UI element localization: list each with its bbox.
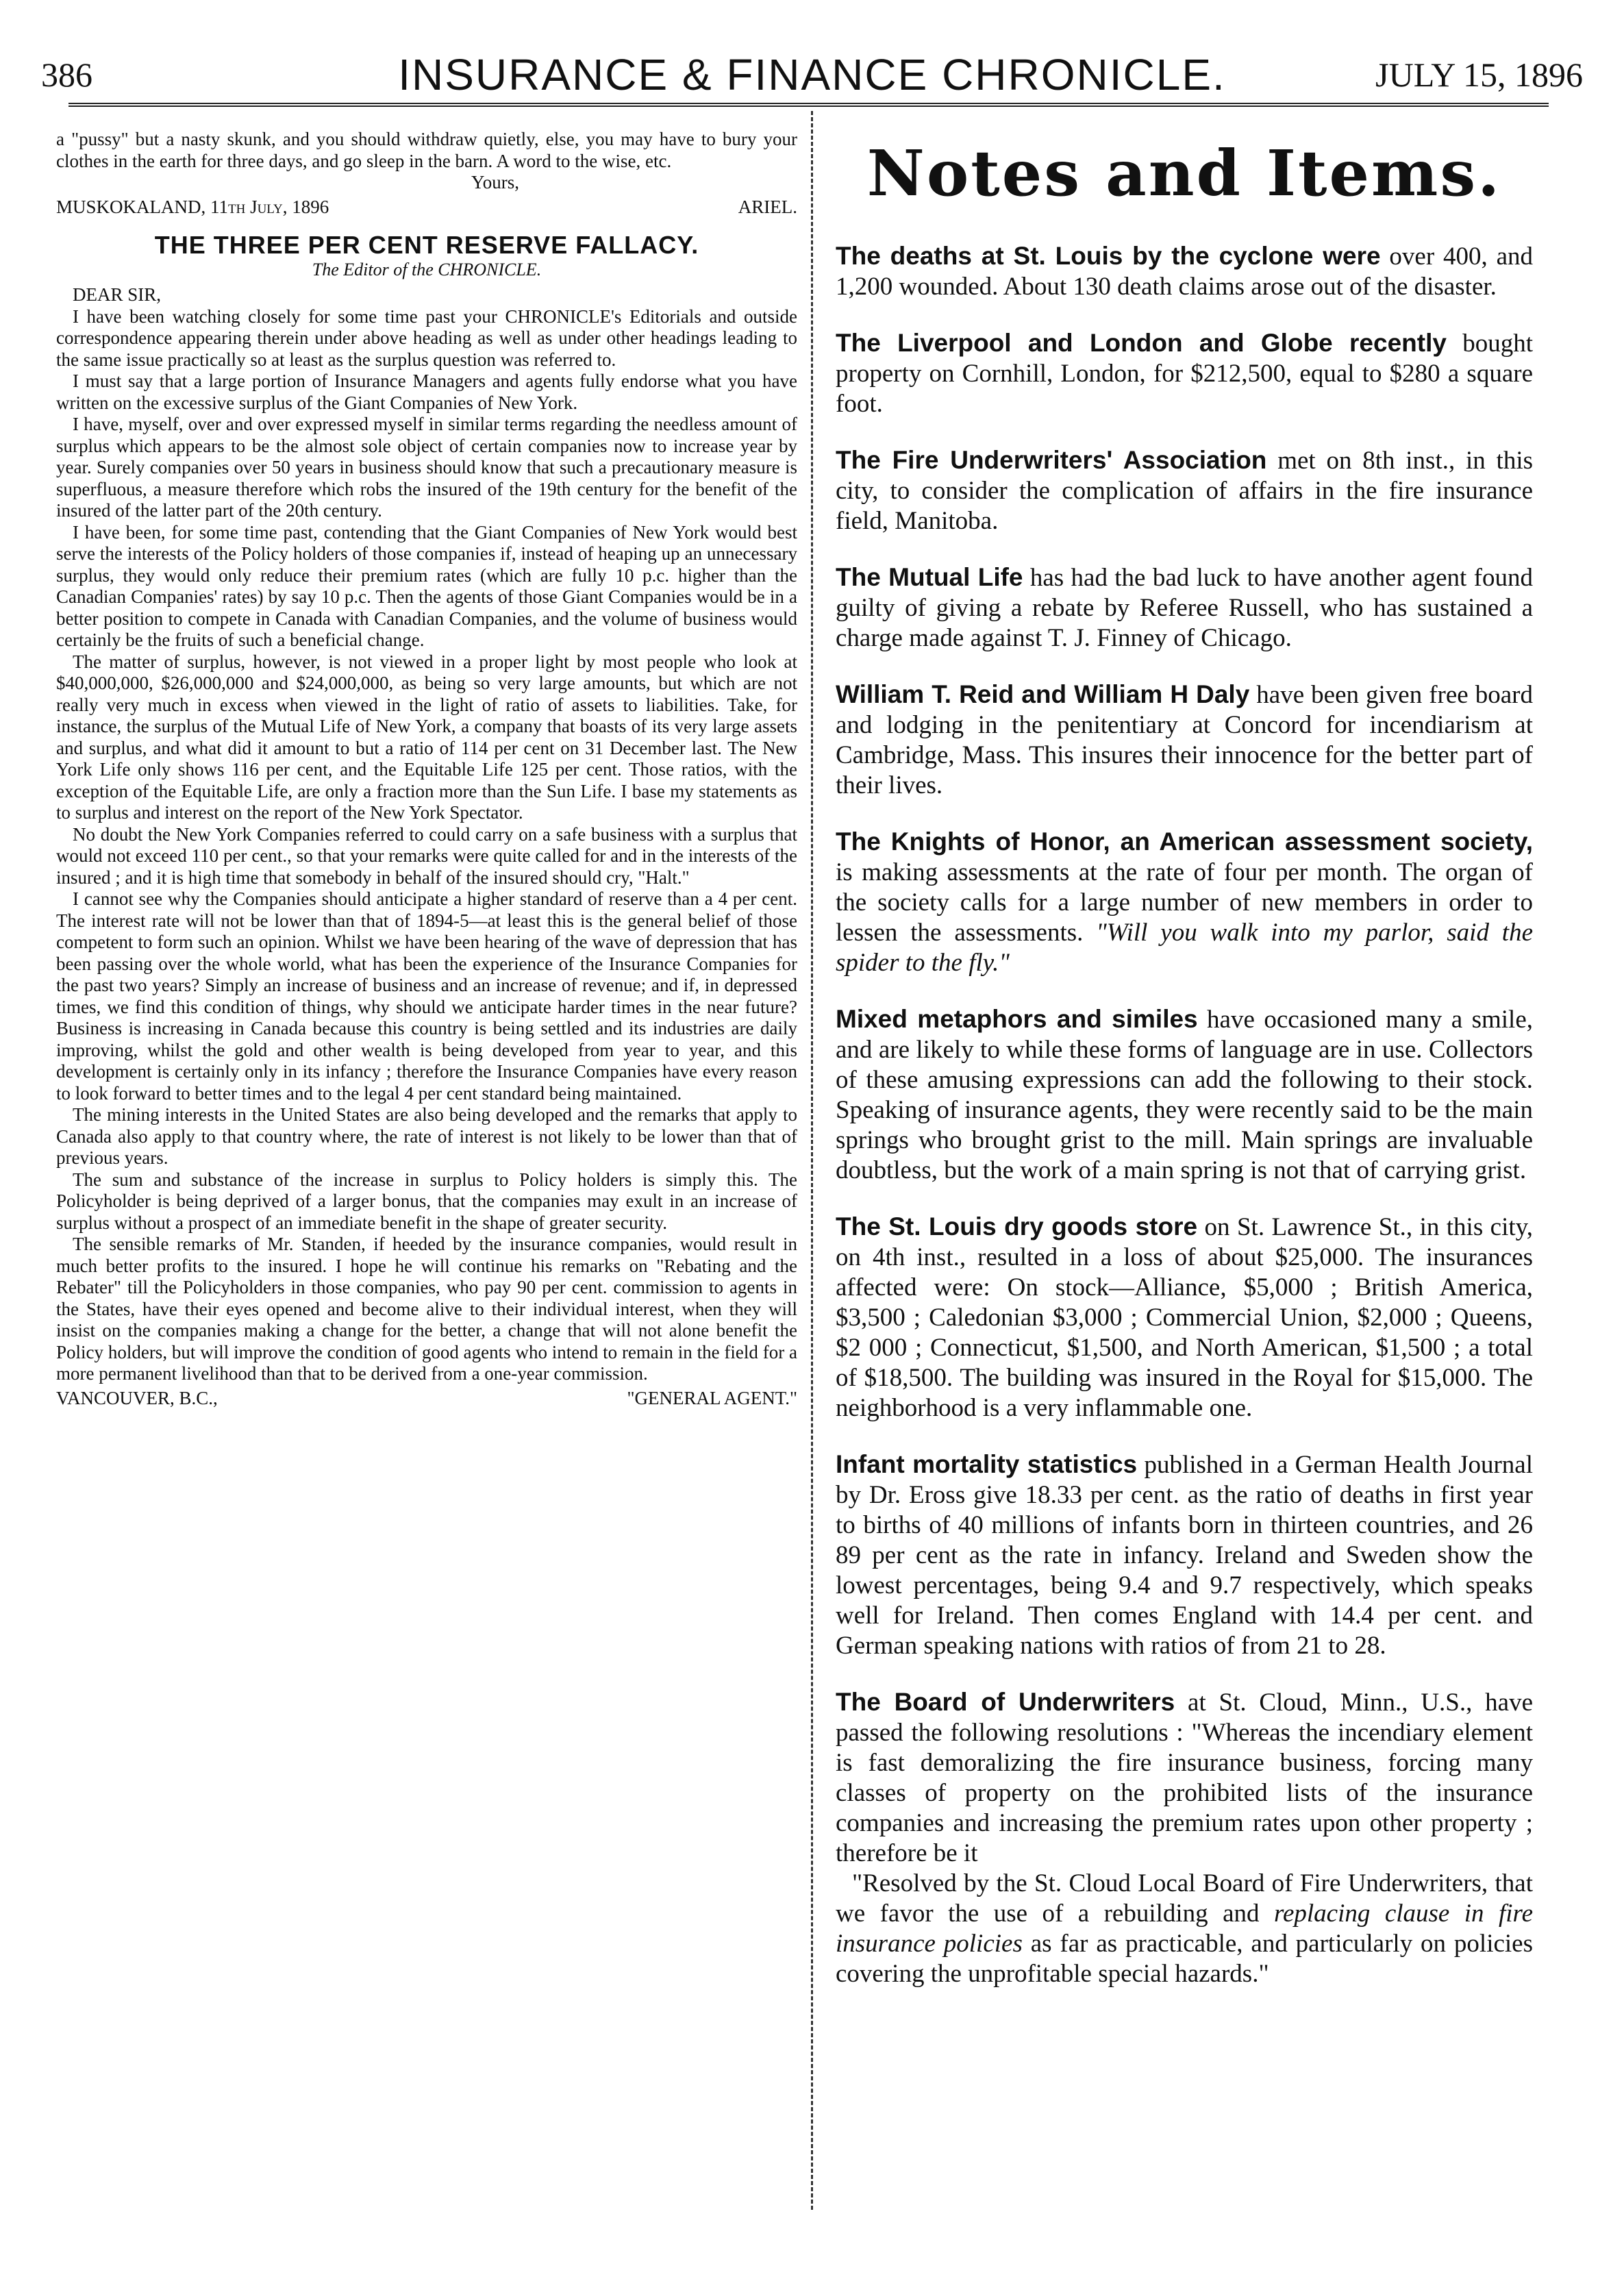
letter-signature: ARIEL. [738,196,797,217]
news-item [836,680,1533,801]
letter-place: MUSKOKALAND, 11th July, 1896 [56,196,329,217]
article-paragraph: The mining interests in the United States are also being developed and the remarks that apply to Canada also apply to that country where, the rate of interest is not likely to be lower than that of previous years. [56,1104,797,1168]
article-paragraph: I have, myself, over and over expressed myself in similar terms regarding the needless amount of surplus which appears to be the almost sole object of certain companies now to increase year by year. Surely companies over 50 years in business should know that such a precautionary measure is superfluous, a measure therefore which robs the insured of the 19th century for the benefit of the insured of the latter part of the 20th century. [56,414,797,521]
news-item [836,241,1533,302]
news-item-lead: The Liverpool and London and Globe recently [836,329,1447,357]
news-item-resolution [836,1869,1533,1989]
news-item-body: has had the bad luck to have another agent found guilty of giving a rebate by Referee Russell, who has sustained a charge made against T. J. Finney of Chicago. [836,564,1533,652]
closing-place: VANCOUVER, B.C., [56,1387,218,1408]
news-item-body: met on 8th inst., in this city, to consider the complication of affairs in the fire insurance field, Manitoba. [836,447,1533,535]
article-paragraph: I must say that a large portion of Insurance Managers and agents fully endorse what you have written on the excessive surplus of the Giant Companies of New York. [56,371,797,413]
article-paragraph: I have been, for some time past, contending that the Giant Companies of New York would best serve the interests of the Policy holders of those companies if, instead of heaping up an unnecessary surplus, they would only reduce their premium rates (which are fully 10 p.c. higher than the Canadian Companies' rates) by say 10 p.c. Then the agents of those Giant Companies would be in a better position to compete in Canada with Canadian Companies, and the volume of business would certainly be the fruits of such a beneficial change. [56,521,797,650]
publication-title: INSURANCE & FINANCE CHRONICLE. [398,50,1226,99]
section-title: Notes and Items. [866,136,1502,210]
right-column [836,129,1533,2210]
news-item-lead: The St. Louis dry goods store [836,1212,1198,1241]
news-item-body: published in a German Health Journal by Dr. Eross give 18.33 per cent. as the ratio of deaths in first year to births of 40 millions of infants born in thirteen countries, and 26 89 per cent as the rate in infancy. Ireland and Sweden show the lowest percentages, being 9.4 and 9.7 respectively, which speaks well for Ireland. Then comes England with 14.4 per cent. and German speaking nations with ratios of from 21 to 28. [836,1451,1533,1660]
letter-yours: Yours, [471,172,520,192]
news-item [836,562,1533,653]
news-item-paragraph [836,1687,1533,1869]
issue-date: JULY 15, 1896 [1375,55,1583,94]
resolution-end: as far as practicable, and particularly on policies covering the unprofitable special hazards." [836,1930,1533,1988]
header-rule [68,103,1549,107]
news-item-lead: Infant mortality statistics [836,1450,1138,1478]
column-divider [811,111,813,2210]
news-item [836,1449,1533,1661]
article-paragraph: I cannot see why the Companies should anticipate a higher standard of reserve than a 4 per cent. The interest rate will not be lower than that of 1894-5—at least this is the general belief of those competent to form such an opinion. Whilst we have been hearing of the wave of depression that has been passing over the whole world, what has been the experience of the Insurance Companies for the past two years? Simply an increase of business and an increase of revenue; and if, in depressed times, we find this condition of things, why should we anticipate harder times in the near future? Business is increasing in Canada because this country is being settled and its industries are daily improving, whilst the gold and other wealth is being developed from year to year, and this development is certainly only in its infancy ; therefore the Insurance Companies have every reason to look forward to better times and to the legal 4 per cent standard being maintained. [56,888,797,1104]
news-item [836,1212,1533,1423]
news-item-lead: William T. Reid and William H Daly [836,680,1250,708]
article-paragraph: No doubt the New York Companies referred to could carry on a safe business with a surplus that would not exceed 110 per cent., so that your remarks were quite called for and in the interests of the insured ; and it is high time that somebody in behalf of the insured should cry, "Halt." [56,823,797,888]
letter-tail: a "pussy" but a nasty skunk, and you should withdraw quietly, else, you may have to bury your clothes in the earth for three days, and go sleep in the barn. A word to the wise, etc. [56,129,797,171]
news-item [836,1687,1533,1989]
article-paragraph: The matter of surplus, however, is not viewed in a proper light by most people who look at $40,000,000, $26,000,000 and $24,000,000, as being so very large amounts, but which are not really very much in excess when viewed in the light of ratio of assets to liabilities. Take, for instance, the surplus of the Mutual Life of New York, a company that boasts of its very large assets and surplus, and what did it amount to but a ratio of 114 per cent on 31 December last. The New York Life only shows 116 per cent, and the Equitable Life 125 per cent. Those ratios, with the exception of the Equitable Life, are only a fraction more than the Sun Life. I base my statements as to surplus and interest on the report of the New York Spectator. [56,651,797,823]
news-item-quote: "Will you walk into my parlor, said the spider to the fly." [836,919,1533,977]
news-item-lead: The Board of Underwriters [836,1688,1175,1716]
article-title: THE THREE PER CENT RESERVE FALLACY. [154,231,699,259]
page-header [41,41,1583,103]
news-item-body: is making assessments at the rate of four per month. The organ of the society calls for a large number of new members in order to lessen the assessments. [836,858,1533,947]
news-item-lead: The Mutual Life [836,563,1023,591]
article-paragraph: The sum and substance of the increase in surplus to Policy holders is simply this. The Policyholder is being deprived of a larger bonus, that the companies may exult in an increase of surplus without a prospect of an immediate benefit in the shape of greater security. [56,1169,797,1233]
news-item [836,827,1533,978]
news-item-body: at St. Cloud, Minn., U.S., have passed the following resolutions : "Whereas the incendiary element is fast demoralizing the fire insurance business, forcing many classes of property on the prohibited lists of the insurance companies and increasing the premium rates upon other property ; therefore be it [836,1689,1533,1867]
news-item-lead: The Knights of Honor, an American assessment society, [836,827,1533,856]
news-item-body: have been given free board and lodging in the penitentiary at Concord for incendiarism at Cambridge, Mass. This insures their innocence for the better part of their lives. [836,681,1533,799]
letter-signoff [56,197,797,219]
news-item [836,328,1533,419]
article-addressee: The Editor of the CHRONICLE. [312,259,542,279]
news-item-lead: The deaths at St. Louis by the cyclone were [836,242,1381,270]
news-item-lead: The Fire Underwriters' Association [836,446,1267,474]
news-item-lead: Mixed metaphors and similes [836,1005,1198,1033]
resolution-italic: replacing clause in fire insurance policies [836,1899,1533,1958]
left-column [56,129,797,2196]
news-item [836,1004,1533,1186]
news-item [836,445,1533,536]
salutation: DEAR SIR, [73,284,162,305]
closing-signature: "GENERAL AGENT." [627,1387,797,1408]
article-paragraph: The sensible remarks of Mr. Standen, if heeded by the insurance companies, would result in much better profits to the insured. I hope he will continue his remarks on "Rebating and the Rebater" till the Policyholders in those companies, who pay 90 per cent. commission to agents in the States, have their eyes opened and become alive to their individual interest, when they will insist on the companies making a change for the better, a change that will not alone benefit the Policy holders, but will improve the condition of good agents who intend to remain in the field for a more permanent livelihood than that to be derived from a one-year commission. [56,1234,797,1384]
news-item-body: over 400, and 1,200 wounded. About 130 death claims arose out of the disaster. [836,242,1533,301]
article-paragraph: I have been watching closely for some time past your CHRONICLE's Editorials and outside correspondence appearing therein under above heading as well as under other headings leading to the same issue practically so at least as the surplus question was referred to. [56,306,797,370]
article-signoff [56,1388,797,1410]
page-number: 386 [41,55,92,94]
news-item-body: have occasioned many a smile, and are likely to while these forms of language are in use. Collectors of these amusing expressions can add the following to their stock. Speaking of insurance agents, they were recently said to be the main springs who brought grist to the mill. Main springs are invaluable doubtless, but the work of a main spring is not that of carrying grist. [836,1006,1533,1184]
news-item-body: on St. Lawrence St., in this city, on 4th inst., resulted in a loss of about $25,000. The insurances affected were: On stock—Alliance, $5,000 ; British America, $3,500 ; Caledonian $3,000 ; Commercial Union, $2,000 ; Queens, $2 000 ; Connecticut, $1,500, and North American, $1,500 ; a total of $18,500. The building was insured in the Royal for $15,000. The neighborhood is a very inflammable one. [836,1213,1533,1422]
news-item-body: bought property on Cornhill, London, for $212,500, equal to $280 a square foot. [836,329,1533,418]
resolution-text: "Resolved by the St. Cloud Local Board of Fire Underwriters, that we favor the use of a rebuilding and [836,1869,1533,1928]
